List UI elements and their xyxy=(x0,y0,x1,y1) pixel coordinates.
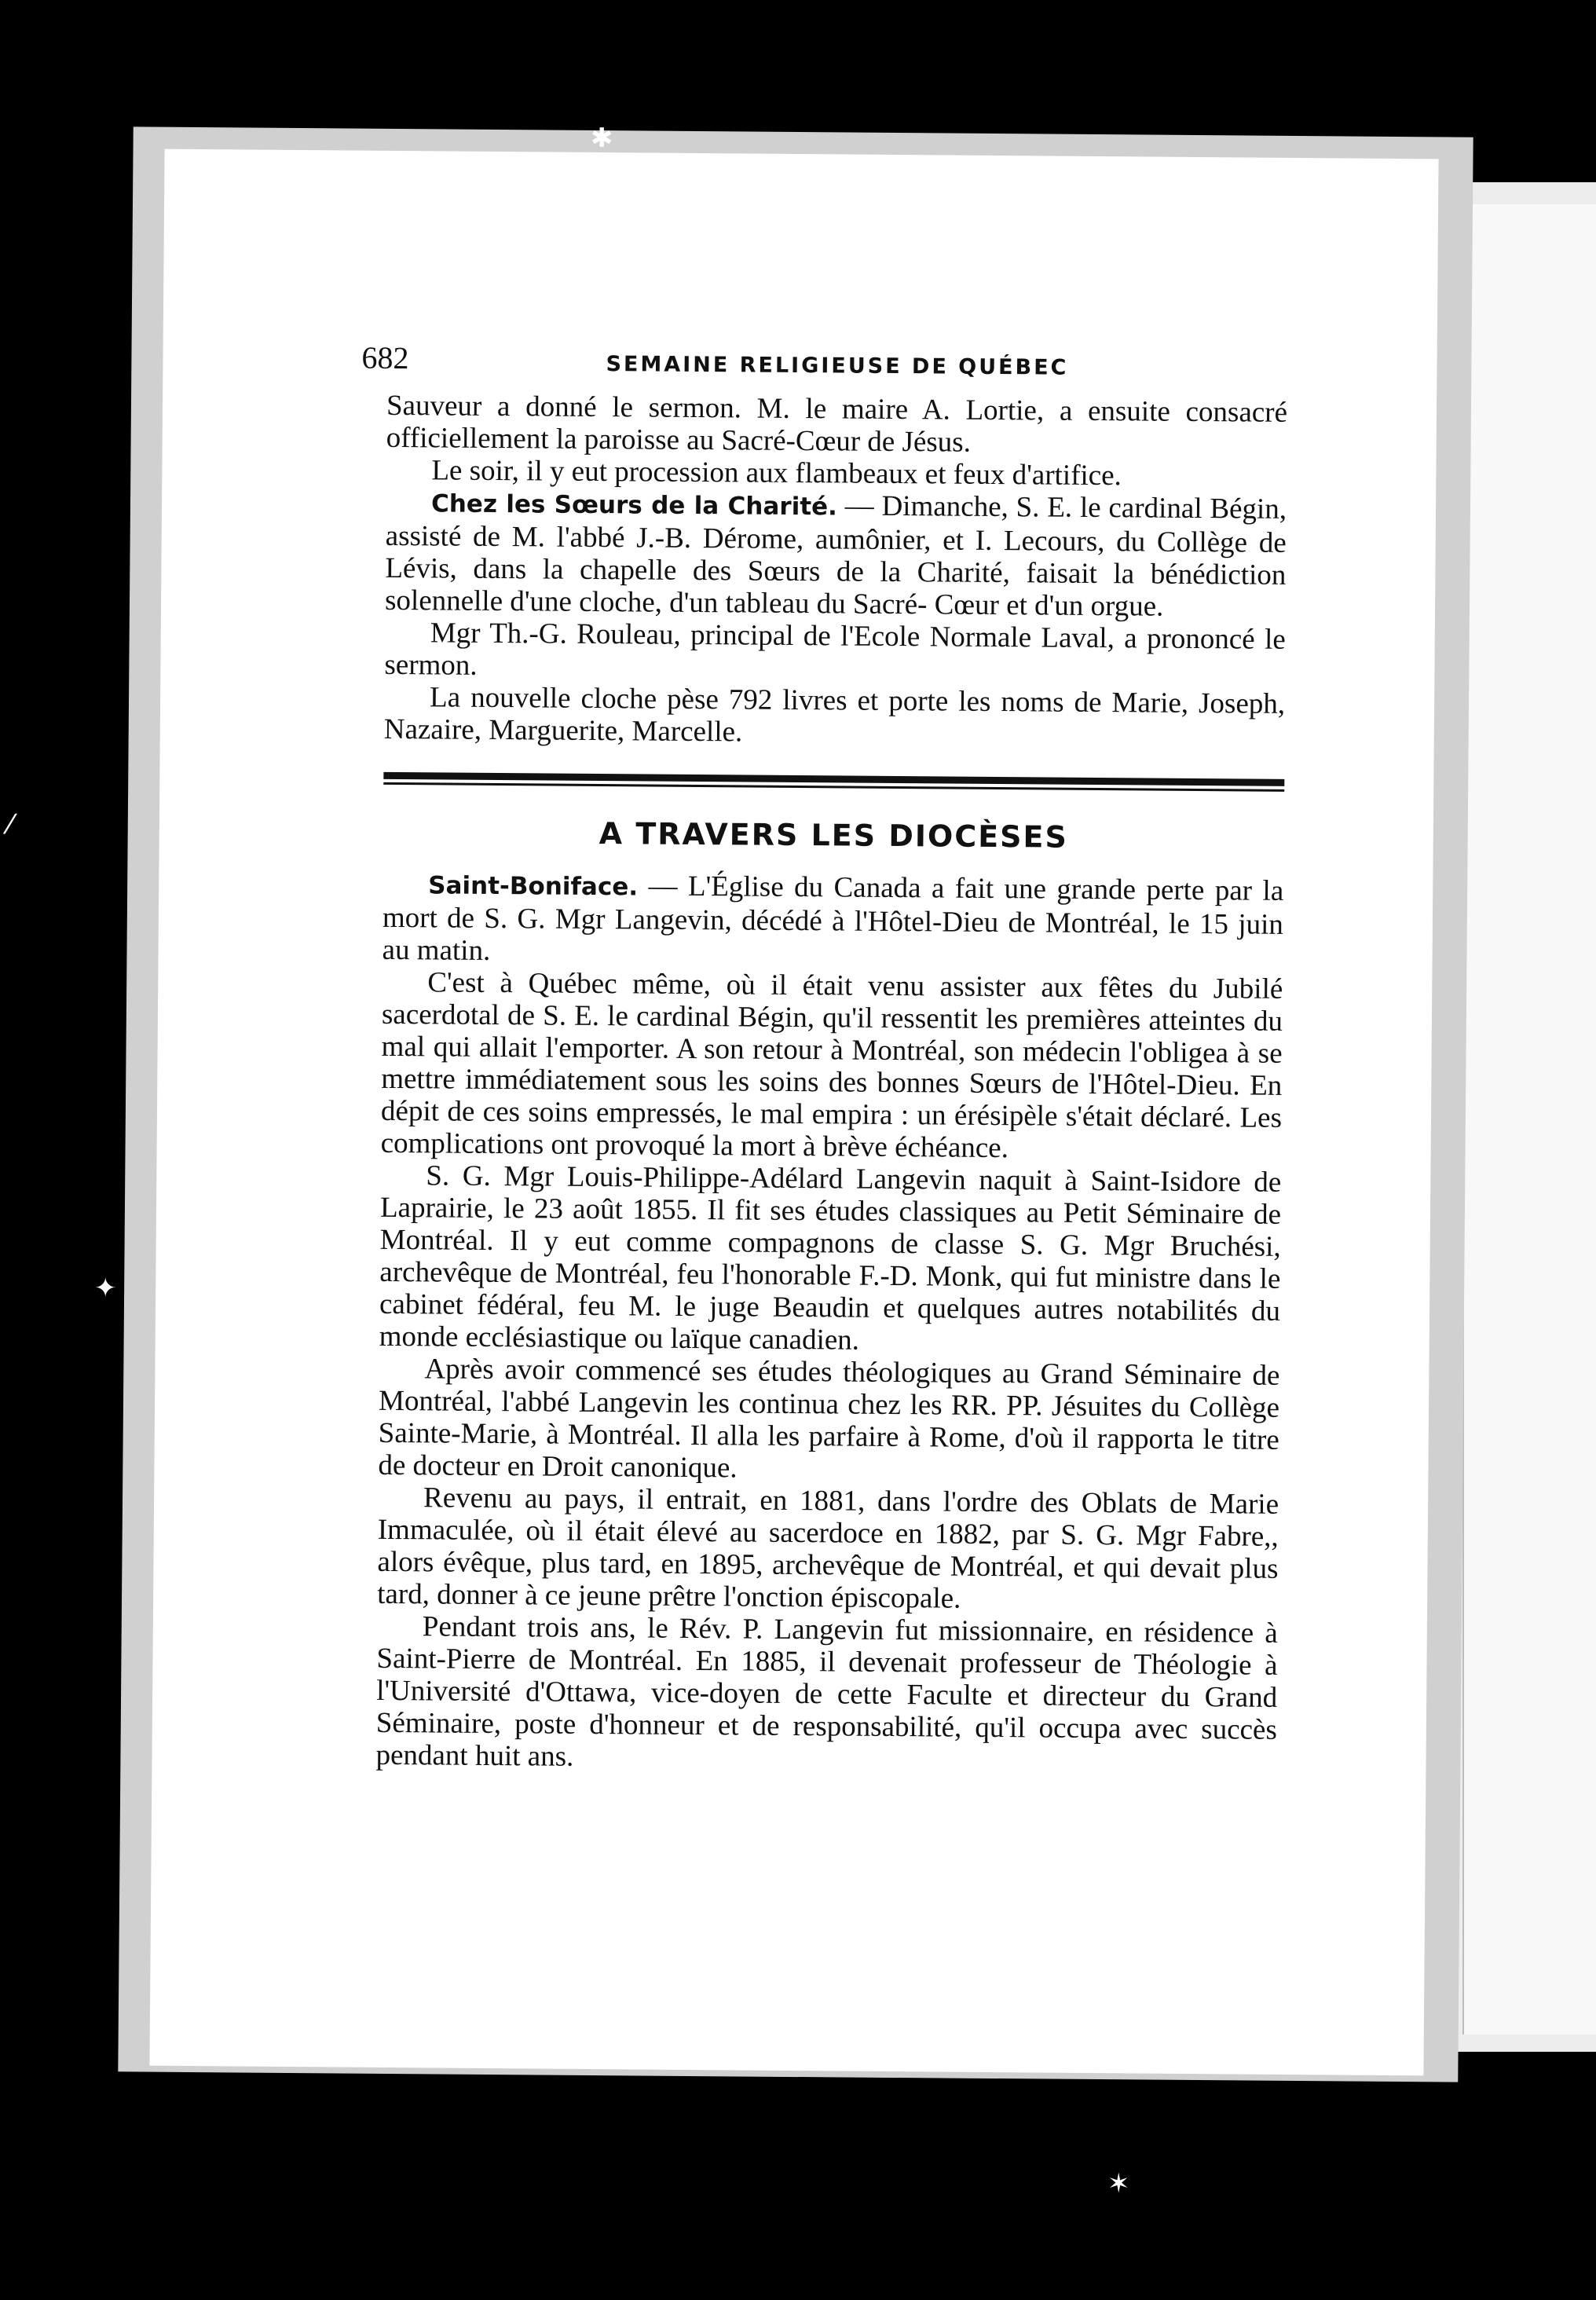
book-page xyxy=(149,149,1438,2076)
paragraph-charite xyxy=(385,486,1287,624)
paragraph-lead: Chez les Sœurs de la Charité. xyxy=(430,489,838,522)
paragraph-text: — L'Église du Canada a fait une grande perte par la mort de S. G. Mgr Langevin, décédé à l'Hôtel-Dieu de Montréal, le 15 juin au matin. xyxy=(382,870,1284,967)
paragraph: Après avoir commencé ses études théologiques au Grand Séminaire de Montréal, l'abbé Langevin les continua chez les RR. PP. Jésuites du Collège Sainte-Marie, à Montréal. Il alla les parfaire à Rome, d'où il rapporta le titre de docteur en Droit canonique. xyxy=(378,1353,1280,1485)
paragraph: Sauveur a donné le sermon. M. le maire A. Lortie, a ensuite consacré officiellement la paroisse au Sacré-Cœur de Jésus. xyxy=(386,389,1288,459)
paragraph: Revenu au pays, il entrait, en 1881, dans l'ordre des Oblats de Marie Immaculée, où il était élevé au sacerdoce en 1882, par S. G. Mgr Fabre,, alors évêque, plus tard, en 1895, archevêque de Montréal, et qui devait plus tard, donner à ce jeune prêtre l'onction épiscopale. xyxy=(377,1481,1279,1615)
dust-speck: ✱ xyxy=(591,123,613,154)
paragraph-text: — Dimanche, S. E. le cardinal Bégin, assisté de M. l'abbé J.-B. Dérome, aumônier, et I. Lecours, du Collège de Lévis, dans la chapelle des Sœurs de la Charité, faisait la bénédiction solennelle d'une cloche, d'un tableau du Sacré- Cœur et d'un orgue. xyxy=(384,489,1287,623)
paragraph: Mgr Th.-G. Rouleau, principal de l'Ecole Normale Laval, a prononcé le sermon. xyxy=(384,617,1286,682)
dust-speck: ✦ xyxy=(94,1273,117,1304)
section-title: A TRAVERS LES DIOCÈSES xyxy=(598,816,1069,855)
paragraph: Le soir, il y eut procession aux flambeaux et feux d'artifice. xyxy=(431,454,1122,493)
page-header xyxy=(361,339,1287,397)
paragraph-saint-boniface xyxy=(382,868,1283,973)
page-number: 682 xyxy=(361,339,409,376)
next-page-inner-edge xyxy=(1462,204,1596,2034)
paragraph: S. G. Mgr Louis-Philippe-Adélard Langevin naquit à Saint-Isidore de Laprairie, le 23 août 1855. Il fit ses études classiques au Petit Séminaire de Montréal. Il y eut comme compagnons de classe S. G. Mgr Bruchési, archevêque de Montréal, feu l'honorable F.-D. Monk, qui fut ministre dans le cabinet fédéral, feu M. le juge Beaudin et quelques autres notabilités du monde ecclésiastique ou laïque canadien. xyxy=(379,1159,1282,1357)
section-divider xyxy=(383,772,1284,792)
paragraph: Pendant trois ans, le Rév. P. Langevin fut missionnaire, en résidence à Saint-Pierre de Montréal. En 1885, il devenait professeur de Théologie à l'Université d'Ottawa, vice-doyen de cette Faculte et directeur du Grand Séminaire, poste d'honneur et de responsabilité, qu'il occupa avec succès pendant huit ans. xyxy=(375,1610,1278,1773)
paragraph: La nouvelle cloche pèse 792 livres et porte les noms de Marie, Joseph, Nazaire, Marguerite, Marcelle. xyxy=(383,681,1286,749)
running-head: SEMAINE RELIGIEUSE DE QUÉBEC xyxy=(606,352,1069,380)
paragraph-lead: Saint-Boniface. xyxy=(428,871,639,902)
dust-speck: ⁄ xyxy=(8,809,13,841)
paragraph: C'est à Québec même, où il était venu assister aux fêtes du Jubilé sacerdotal de S. E. le cardinal Bégin, qu'il ressentit les premières atteintes du mal qui allait l'emporter. A son retour à Montréal, son médecin l'obligea à se mettre immédiatement sous les soins des bonnes Sœurs de l'Hôtel-Dieu. En dépit de ces soins empressés, le mal empira : un érésipèle s'était déclaré. Les complications ont provoqué la mort à brève échéance. xyxy=(380,966,1283,1165)
dust-speck: ✶ xyxy=(1107,2168,1130,2199)
